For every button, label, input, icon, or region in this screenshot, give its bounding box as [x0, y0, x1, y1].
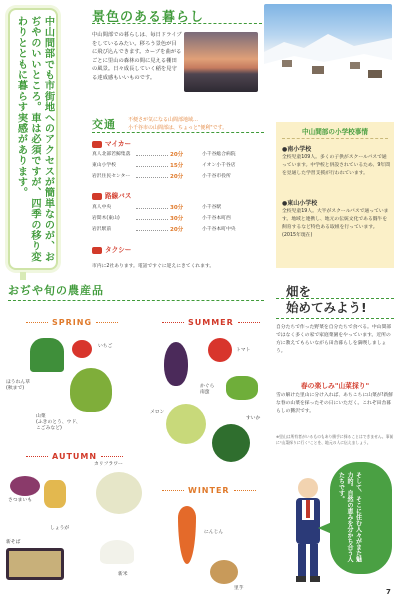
season-autumn: AUTUMN — [22, 452, 127, 461]
route-minutes: 30分 — [170, 216, 184, 222]
strawberry-illustration — [72, 340, 92, 358]
south-school-body: 全校児童109人。多くの子供がスクールバスで通っています。中学校と併設されているため、9年間を見通した学習支援が行われています。 — [282, 155, 391, 176]
farm-title-line1: 畑を — [286, 284, 312, 299]
route-minutes: 20分 — [170, 227, 184, 233]
divider — [92, 132, 264, 133]
eggplant-illustration — [164, 342, 188, 386]
label-ichigo: いちご — [98, 344, 113, 349]
route-from: 岩間木(東山) — [92, 216, 120, 221]
page-number: 7 — [386, 588, 391, 596]
cauliflower-illustration — [96, 472, 142, 514]
route-row — [92, 203, 264, 213]
route-from: 東山小学校 — [92, 163, 116, 168]
route-minutes: 20分 — [170, 174, 184, 180]
label-ninjin: にんじん — [204, 530, 224, 535]
speech-bubble — [330, 462, 392, 574]
sansai-note: ※里山は所有者がいるものもあり勝手に採ることはできません。事前に"山菜採りに行く"ことを、地元の人に伝えましょう。 — [276, 434, 394, 445]
label-cauliflower: カリフラワー — [94, 462, 123, 467]
label-shoga: しょうが — [50, 526, 70, 531]
traffic-title: 交通 — [92, 118, 116, 131]
route-minutes: 15分 — [170, 163, 184, 169]
route-row — [92, 161, 264, 171]
label-tomato: トマト — [236, 348, 251, 353]
route-row — [92, 150, 264, 160]
bus-icon — [92, 193, 102, 200]
taro-illustration — [210, 560, 238, 584]
spinach-illustration — [30, 338, 64, 372]
carrot-illustration — [178, 506, 196, 564]
farm-title — [286, 284, 367, 316]
taxi-text: 市内に2社あります。電話ですぐに迎えにきてくれます。 — [92, 264, 215, 269]
season-spring: SPRING — [22, 318, 122, 327]
route-row — [92, 214, 264, 224]
intro-text: 中山間部でも市街地へのアクセスが簡単なのが、おぢやのいいところ。車は必須ですが、四季の移り変わりとともに暮らす実感があります。 — [15, 16, 54, 263]
car-icon — [92, 141, 102, 148]
rice-illustration — [100, 540, 134, 564]
label-satoimo: 里芋 — [234, 586, 244, 591]
route-to: 小千谷本町西 — [202, 216, 231, 221]
divider — [282, 138, 388, 139]
car-label: マイカー — [105, 140, 132, 148]
snow-village-photo — [264, 4, 392, 92]
tomato-illustration — [208, 338, 232, 362]
label-satsumaimo: さつまいも — [8, 498, 32, 503]
route-from: 岩沢住民センター — [92, 174, 131, 179]
sunset-photo — [184, 32, 258, 92]
route-from: 真人中央 — [92, 205, 112, 210]
traffic-note: 不便さが気になる山間部地域… 小千谷市の山間部は、ちょっと"便利"です。 — [128, 117, 228, 131]
route-to: 小千谷市役所 — [202, 174, 231, 179]
east-school-title: ●東山小学校 — [282, 200, 318, 207]
label-shinmai: 新米 — [118, 572, 128, 577]
bus-heading — [92, 190, 131, 200]
sansai-body: 雪の解けた里山に分け入れば、あちこちに山菜が!新鮮な春の山菜を採ったその日にいただく。これぞ田舎暮らしの贅沢です。 — [276, 393, 394, 414]
route-from: 岩沢駅前 — [92, 227, 112, 232]
ginger-illustration — [44, 480, 66, 508]
taxi-label: タクシー — [105, 246, 132, 254]
car-heading — [92, 138, 131, 148]
taxi-heading — [92, 244, 131, 254]
route-row — [92, 225, 264, 235]
produce-title: おぢや旬の農産品 — [8, 284, 104, 297]
divider — [8, 300, 264, 301]
school-info-box — [276, 122, 394, 268]
route-minutes: 20分 — [170, 152, 184, 158]
divider — [276, 298, 394, 299]
snow-village-illustration — [264, 4, 392, 92]
label-karaage: かぐら 南蛮 — [200, 384, 215, 395]
label-melon: メロン — [150, 410, 165, 415]
taxi-icon — [92, 247, 102, 254]
route-from: 真人北部若鯨集落 — [92, 152, 131, 157]
kagura-nanban-illustration — [226, 376, 258, 400]
south-school-title: ●南小学校 — [282, 146, 312, 153]
divider — [276, 318, 394, 319]
season-winter: WINTER — [158, 486, 260, 495]
route-to: 小千谷駅 — [202, 205, 222, 210]
scenery-title: 景色のある暮らし — [92, 10, 205, 25]
season-summer: SUMMER — [158, 318, 264, 327]
bus-label: 路線バス — [105, 192, 132, 200]
intro-box — [8, 8, 58, 270]
school-title: 中山間部の小学校事情 — [302, 128, 368, 136]
farm-body: 自分たちで作った野菜を自分たちで食べる。中山間部ではなく多くの家で家庭菜園をやっています。近所の方に教えてもらいながら田舎暮らしを満喫しましょう。 — [276, 325, 392, 354]
intro-tab-decoration — [20, 272, 26, 280]
farm-title-line2: 始めてみよう! — [286, 300, 367, 315]
route-row — [92, 172, 264, 182]
label-shinsoba: 新そば — [6, 540, 21, 545]
divider — [92, 23, 262, 24]
label-horenso: ほうれん草 (秋まで) — [6, 380, 30, 391]
route-to: イオン小千谷店 — [202, 163, 236, 168]
sweet-potato-illustration — [10, 476, 40, 496]
route-to: 小千谷総合病院 — [202, 152, 236, 157]
route-minutes: 30分 — [170, 205, 184, 211]
label-suika: すいか — [246, 416, 261, 421]
east-school-body: 全校児童19人。大半がスクールバスで通っています。地域と連携し、地元の伝統文化である闘牛を飼育するなど特色ある取組を行っています。(2015年現在) — [282, 209, 389, 238]
route-to: 小千谷本町中央 — [202, 227, 236, 232]
label-sansai: 山菜 (ふきのとう、ウド、 こごみなど) — [36, 414, 81, 431]
melon-illustration — [166, 404, 206, 444]
soba-illustration — [6, 548, 64, 580]
sansai-title: 春の楽しみ"山菜採り" — [300, 382, 370, 390]
watermelon-illustration — [212, 424, 250, 462]
scenery-body: 中山間部での暮らしは、毎日ドライブをしているみたい。移ろう景色が目に飛び込んできます。カーブを曲がるごとに里山の森林の間に見える棚田の風景。日々成長していく稲を見守る達成感もいいものです。 — [92, 32, 182, 81]
speech-bubble-text: そして、そこに住む人々がまた魅力的。自然の恵みを分かち合う人たちです。 — [337, 472, 362, 562]
sansai-illustration — [70, 368, 112, 412]
